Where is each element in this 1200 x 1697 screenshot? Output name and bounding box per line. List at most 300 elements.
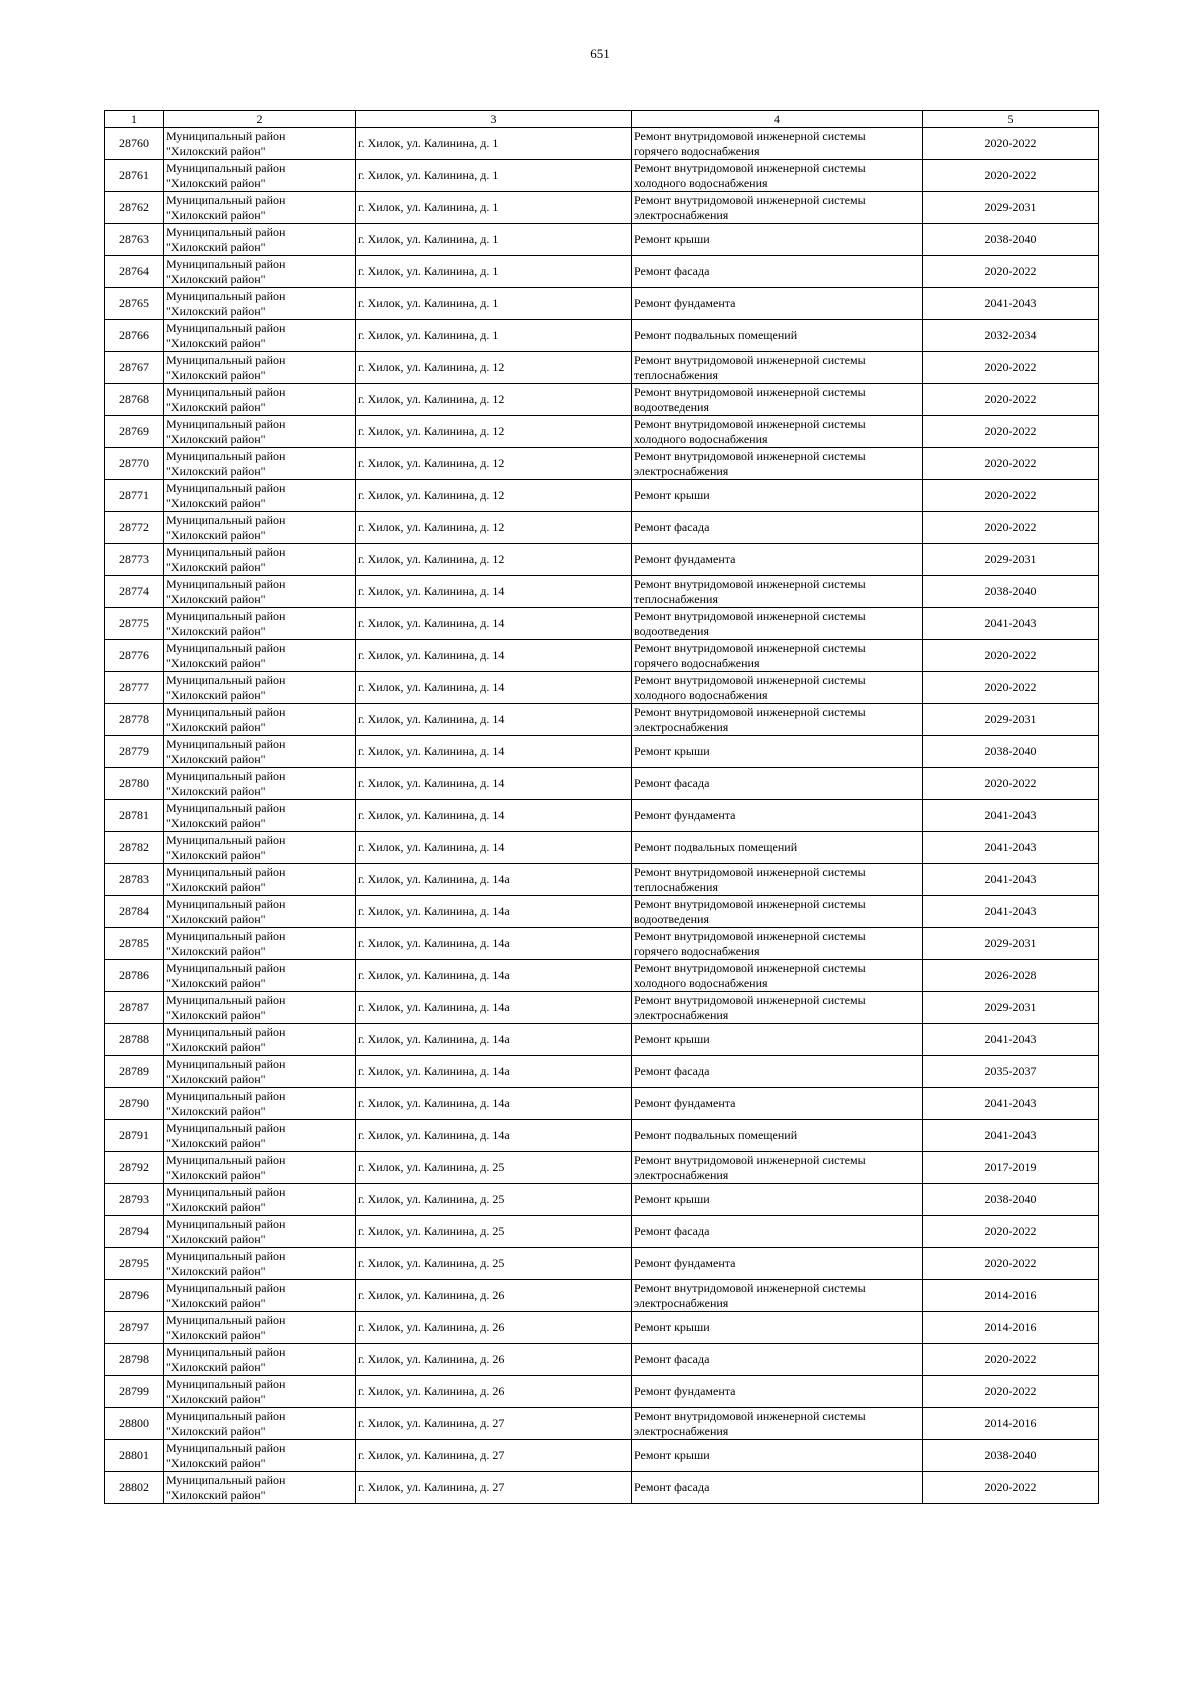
municipality-type: Муниципальный район xyxy=(166,160,286,175)
work-type-cell xyxy=(632,768,923,800)
row-number: 28779 xyxy=(105,736,164,768)
municipality-name: "Хилокский район" xyxy=(166,943,266,958)
municipality-cell xyxy=(164,1408,356,1440)
address-cell: г. Хилок, ул. Калинина, д. 14 xyxy=(356,736,632,768)
municipality-name: "Хилокский район" xyxy=(166,1263,266,1278)
municipality-name: "Хилокский район" xyxy=(166,1167,266,1182)
period-cell: 2038-2040 xyxy=(923,1440,1099,1472)
address-cell: г. Хилок, ул. Калинина, д. 14 xyxy=(356,576,632,608)
municipality-cell xyxy=(164,672,356,704)
municipality-type: Муниципальный район xyxy=(166,256,286,271)
work-type-cell xyxy=(632,736,923,768)
work-type-cell xyxy=(632,320,923,352)
period-cell: 2038-2040 xyxy=(923,576,1099,608)
period-cell: 2020-2022 xyxy=(923,1472,1099,1504)
period-cell: 2026-2028 xyxy=(923,960,1099,992)
row-number: 28777 xyxy=(105,672,164,704)
period-cell: 2029-2031 xyxy=(923,704,1099,736)
municipality-type: Муниципальный район xyxy=(166,544,286,559)
row-number: 28783 xyxy=(105,864,164,896)
municipality-type: Муниципальный район xyxy=(166,416,286,431)
municipality-name: "Хилокский район" xyxy=(166,1295,266,1310)
address-cell: г. Хилок, ул. Калинина, д. 14а xyxy=(356,864,632,896)
municipality-cell xyxy=(164,352,356,384)
period-cell: 2038-2040 xyxy=(923,1184,1099,1216)
address-cell: г. Хилок, ул. Калинина, д. 14а xyxy=(356,1088,632,1120)
work-type-cell xyxy=(632,1344,923,1376)
period-cell: 2041-2043 xyxy=(923,608,1099,640)
municipality-name: "Хилокский район" xyxy=(166,719,266,734)
work-type-line-1: Ремонт фундамента xyxy=(634,1096,736,1110)
period-cell: 2020-2022 xyxy=(923,128,1099,160)
address-cell: г. Хилок, ул. Калинина, д. 1 xyxy=(356,160,632,192)
municipality-cell xyxy=(164,192,356,224)
work-type-line-1: Ремонт крыши xyxy=(634,1032,710,1046)
address-cell: г. Хилок, ул. Калинина, д. 1 xyxy=(356,128,632,160)
address-cell: г. Хилок, ул. Калинина, д. 14 xyxy=(356,832,632,864)
table-row xyxy=(105,1088,1099,1120)
address-cell: г. Хилок, ул. Калинина, д. 14а xyxy=(356,1024,632,1056)
row-number: 28797 xyxy=(105,1312,164,1344)
municipality-cell xyxy=(164,1280,356,1312)
address-cell: г. Хилок, ул. Калинина, д. 26 xyxy=(356,1344,632,1376)
address-cell: г. Хилок, ул. Калинина, д. 12 xyxy=(356,544,632,576)
work-type-cell xyxy=(632,192,923,224)
municipality-name: "Хилокский район" xyxy=(166,527,266,542)
address-cell: г. Хилок, ул. Калинина, д. 12 xyxy=(356,480,632,512)
row-number: 28782 xyxy=(105,832,164,864)
municipality-type: Муниципальный район xyxy=(166,992,286,1007)
municipality-name: "Хилокский район" xyxy=(166,495,266,510)
address-cell: г. Хилок, ул. Калинина, д. 1 xyxy=(356,224,632,256)
municipality-name: "Хилокский район" xyxy=(166,1487,266,1502)
work-type-line-1: Ремонт фундамента xyxy=(634,1384,736,1398)
municipality-name: "Хилокский район" xyxy=(166,687,266,702)
period-cell: 2035-2037 xyxy=(923,1056,1099,1088)
municipality-name: "Хилокский район" xyxy=(166,1359,266,1374)
work-type-line-1: Ремонт внутридомовой инженерной системы xyxy=(634,704,866,719)
address-cell: г. Хилок, ул. Калинина, д. 26 xyxy=(356,1280,632,1312)
address-cell: г. Хилок, ул. Калинина, д. 27 xyxy=(356,1408,632,1440)
municipality-cell xyxy=(164,736,356,768)
work-type-line-2: горячего водоснабжения xyxy=(634,143,760,158)
municipality-cell xyxy=(164,1248,356,1280)
municipality-name: "Хилокский район" xyxy=(166,463,266,478)
period-cell: 2041-2043 xyxy=(923,800,1099,832)
work-type-line-1: Ремонт внутридомовой инженерной системы xyxy=(634,608,866,623)
work-type-line-2: электроснабжения xyxy=(634,1423,729,1438)
municipality-type: Муниципальный район xyxy=(166,192,286,207)
address-cell: г. Хилок, ул. Калинина, д. 26 xyxy=(356,1376,632,1408)
work-type-line-2: электроснабжения xyxy=(634,1007,729,1022)
table-row xyxy=(105,640,1099,672)
municipality-name: "Хилокский район" xyxy=(166,847,266,862)
table-row xyxy=(105,512,1099,544)
municipality-name: "Хилокский район" xyxy=(166,303,266,318)
work-type-line-2: холодного водоснабжения xyxy=(634,431,768,446)
municipality-type: Муниципальный район xyxy=(166,1376,286,1391)
table-row xyxy=(105,1472,1099,1504)
work-type-cell xyxy=(632,416,923,448)
table-row xyxy=(105,672,1099,704)
municipality-cell xyxy=(164,256,356,288)
municipality-type: Муниципальный район xyxy=(166,288,286,303)
period-cell: 2029-2031 xyxy=(923,192,1099,224)
work-type-line-2: теплоснабжения xyxy=(634,591,718,606)
table-row xyxy=(105,960,1099,992)
row-number: 28760 xyxy=(105,128,164,160)
work-type-line-1: Ремонт подвальных помещений xyxy=(634,328,798,342)
municipality-cell xyxy=(164,544,356,576)
municipality-type: Муниципальный район xyxy=(166,832,286,847)
table-row xyxy=(105,800,1099,832)
work-type-line-1: Ремонт внутридомовой инженерной системы xyxy=(634,192,866,207)
table-row xyxy=(105,160,1099,192)
municipality-name: "Хилокский район" xyxy=(166,1007,266,1022)
municipality-type: Муниципальный район xyxy=(166,704,286,719)
work-type-line-2: холодного водоснабжения xyxy=(634,687,768,702)
work-type-cell xyxy=(632,800,923,832)
work-type-line-1: Ремонт внутридомовой инженерной системы xyxy=(634,416,866,431)
table-row xyxy=(105,224,1099,256)
table-row xyxy=(105,416,1099,448)
period-cell: 2020-2022 xyxy=(923,1216,1099,1248)
period-cell: 2020-2022 xyxy=(923,1248,1099,1280)
work-type-line-1: Ремонт внутридомовой инженерной системы xyxy=(634,928,866,943)
table-row xyxy=(105,896,1099,928)
work-type-line-2: водоотведения xyxy=(634,623,709,638)
municipality-cell xyxy=(164,1152,356,1184)
table-row xyxy=(105,704,1099,736)
municipality-cell xyxy=(164,1088,356,1120)
municipality-cell xyxy=(164,1376,356,1408)
table-row xyxy=(105,128,1099,160)
period-cell: 2041-2043 xyxy=(923,1088,1099,1120)
work-type-cell xyxy=(632,1216,923,1248)
address-cell: г. Хилок, ул. Калинина, д. 14 xyxy=(356,768,632,800)
period-cell: 2020-2022 xyxy=(923,352,1099,384)
municipality-type: Муниципальный район xyxy=(166,1184,286,1199)
period-cell: 2014-2016 xyxy=(923,1408,1099,1440)
table-header-row xyxy=(105,111,1099,128)
work-type-cell xyxy=(632,1440,923,1472)
municipality-cell xyxy=(164,224,356,256)
address-cell: г. Хилок, ул. Калинина, д. 1 xyxy=(356,192,632,224)
work-type-line-1: Ремонт фасада xyxy=(634,1352,710,1366)
row-number: 28798 xyxy=(105,1344,164,1376)
table-row xyxy=(105,608,1099,640)
municipality-name: "Хилокский район" xyxy=(166,1103,266,1118)
column-header: 2 xyxy=(164,111,356,128)
municipality-name: "Хилокский район" xyxy=(166,1039,266,1054)
municipality-cell xyxy=(164,1024,356,1056)
table-row xyxy=(105,864,1099,896)
table-row xyxy=(105,1216,1099,1248)
work-type-line-1: Ремонт внутридомовой инженерной системы xyxy=(634,448,866,463)
row-number: 28796 xyxy=(105,1280,164,1312)
municipality-name: "Хилокский район" xyxy=(166,367,266,382)
municipality-name: "Хилокский район" xyxy=(166,399,266,414)
work-type-cell xyxy=(632,1088,923,1120)
work-type-line-1: Ремонт внутридомовой инженерной системы xyxy=(634,1152,866,1167)
municipality-type: Муниципальный район xyxy=(166,640,286,655)
table-row xyxy=(105,1120,1099,1152)
work-type-cell xyxy=(632,576,923,608)
row-number: 28790 xyxy=(105,1088,164,1120)
address-cell: г. Хилок, ул. Калинина, д. 14 xyxy=(356,704,632,736)
row-number: 28776 xyxy=(105,640,164,672)
municipality-name: "Хилокский район" xyxy=(166,175,266,190)
period-cell: 2041-2043 xyxy=(923,1024,1099,1056)
period-cell: 2020-2022 xyxy=(923,448,1099,480)
work-type-line-1: Ремонт крыши xyxy=(634,232,710,246)
municipality-type: Муниципальный район xyxy=(166,768,286,783)
work-type-cell xyxy=(632,672,923,704)
work-type-line-2: электроснабжения xyxy=(634,207,729,222)
municipality-name: "Хилокский район" xyxy=(166,783,266,798)
work-type-cell xyxy=(632,352,923,384)
municipality-cell xyxy=(164,928,356,960)
work-type-line-2: электроснабжения xyxy=(634,463,729,478)
row-number: 28791 xyxy=(105,1120,164,1152)
address-cell: г. Хилок, ул. Калинина, д. 14 xyxy=(356,640,632,672)
work-type-line-1: Ремонт фундамента xyxy=(634,808,736,822)
row-number: 28780 xyxy=(105,768,164,800)
table-row xyxy=(105,192,1099,224)
municipality-name: "Хилокский район" xyxy=(166,335,266,350)
work-type-line-2: горячего водоснабжения xyxy=(634,655,760,670)
row-number: 28785 xyxy=(105,928,164,960)
municipality-cell xyxy=(164,416,356,448)
municipality-cell xyxy=(164,1312,356,1344)
work-type-cell xyxy=(632,1408,923,1440)
work-type-cell xyxy=(632,512,923,544)
municipality-type: Муниципальный район xyxy=(166,448,286,463)
row-number: 28772 xyxy=(105,512,164,544)
row-number: 28765 xyxy=(105,288,164,320)
municipality-type: Муниципальный район xyxy=(166,1408,286,1423)
address-cell: г. Хилок, ул. Калинина, д. 25 xyxy=(356,1152,632,1184)
municipality-cell xyxy=(164,384,356,416)
municipality-type: Муниципальный район xyxy=(166,352,286,367)
row-number: 28767 xyxy=(105,352,164,384)
work-type-cell xyxy=(632,1120,923,1152)
work-type-line-1: Ремонт подвальных помещений xyxy=(634,840,798,854)
row-number: 28770 xyxy=(105,448,164,480)
row-number: 28784 xyxy=(105,896,164,928)
table-row xyxy=(105,832,1099,864)
municipality-name: "Хилокский район" xyxy=(166,1327,266,1342)
work-type-cell xyxy=(632,928,923,960)
row-number: 28764 xyxy=(105,256,164,288)
table-row xyxy=(105,256,1099,288)
column-header: 5 xyxy=(923,111,1099,128)
municipality-cell xyxy=(164,896,356,928)
row-number: 28766 xyxy=(105,320,164,352)
work-type-cell xyxy=(632,1024,923,1056)
work-type-line-1: Ремонт внутридомовой инженерной системы xyxy=(634,640,866,655)
row-number: 28769 xyxy=(105,416,164,448)
work-type-line-2: электроснабжения xyxy=(634,1167,729,1182)
municipality-cell xyxy=(164,768,356,800)
work-type-line-1: Ремонт крыши xyxy=(634,1320,710,1334)
period-cell: 2041-2043 xyxy=(923,896,1099,928)
work-type-line-1: Ремонт внутридомовой инженерной системы xyxy=(634,672,866,687)
municipality-type: Муниципальный район xyxy=(166,320,286,335)
work-type-cell xyxy=(632,704,923,736)
table-row xyxy=(105,1376,1099,1408)
work-type-line-2: электроснабжения xyxy=(634,719,729,734)
row-number: 28762 xyxy=(105,192,164,224)
column-header: 1 xyxy=(105,111,164,128)
address-cell: г. Хилок, ул. Калинина, д. 14а xyxy=(356,896,632,928)
municipality-name: "Хилокский район" xyxy=(166,1391,266,1406)
municipality-cell xyxy=(164,1120,356,1152)
row-number: 28799 xyxy=(105,1376,164,1408)
row-number: 28801 xyxy=(105,1440,164,1472)
municipality-type: Муниципальный район xyxy=(166,608,286,623)
work-type-line-1: Ремонт подвальных помещений xyxy=(634,1128,798,1142)
municipality-cell xyxy=(164,704,356,736)
address-cell: г. Хилок, ул. Калинина, д. 1 xyxy=(356,288,632,320)
municipality-name: "Хилокский район" xyxy=(166,1071,266,1086)
address-cell: г. Хилок, ул. Калинина, д. 14 xyxy=(356,672,632,704)
row-number: 28778 xyxy=(105,704,164,736)
municipality-type: Муниципальный район xyxy=(166,960,286,975)
municipality-cell xyxy=(164,992,356,1024)
period-cell: 2038-2040 xyxy=(923,224,1099,256)
table-row xyxy=(105,576,1099,608)
period-cell: 2020-2022 xyxy=(923,160,1099,192)
table-row xyxy=(105,480,1099,512)
municipality-cell xyxy=(164,480,356,512)
work-type-line-1: Ремонт крыши xyxy=(634,1192,710,1206)
work-type-cell xyxy=(632,992,923,1024)
work-type-cell xyxy=(632,608,923,640)
municipality-name: "Хилокский район" xyxy=(166,1231,266,1246)
work-type-cell xyxy=(632,1312,923,1344)
row-number: 28793 xyxy=(105,1184,164,1216)
municipality-cell xyxy=(164,832,356,864)
page-number: 651 xyxy=(590,46,610,61)
period-cell: 2014-2016 xyxy=(923,1280,1099,1312)
address-cell: г. Хилок, ул. Калинина, д. 14 xyxy=(356,800,632,832)
work-type-cell xyxy=(632,960,923,992)
municipality-name: "Хилокский район" xyxy=(166,623,266,638)
address-cell: г. Хилок, ул. Калинина, д. 26 xyxy=(356,1312,632,1344)
table-row xyxy=(105,1248,1099,1280)
municipality-cell xyxy=(164,576,356,608)
municipality-name: "Хилокский район" xyxy=(166,815,266,830)
table-row xyxy=(105,544,1099,576)
municipality-cell xyxy=(164,128,356,160)
address-cell: г. Хилок, ул. Калинина, д. 12 xyxy=(356,384,632,416)
period-cell: 2014-2016 xyxy=(923,1312,1099,1344)
work-type-line-1: Ремонт фасада xyxy=(634,264,710,278)
work-type-line-1: Ремонт внутридомовой инженерной системы xyxy=(634,960,866,975)
table-row xyxy=(105,448,1099,480)
row-number: 28768 xyxy=(105,384,164,416)
work-type-line-1: Ремонт крыши xyxy=(634,1448,710,1462)
work-type-line-1: Ремонт крыши xyxy=(634,488,710,502)
work-type-cell xyxy=(632,480,923,512)
municipality-name: "Хилокский район" xyxy=(166,239,266,254)
period-cell: 2017-2019 xyxy=(923,1152,1099,1184)
municipality-type: Муниципальный район xyxy=(166,1472,286,1487)
work-type-line-1: Ремонт внутридомовой инженерной системы xyxy=(634,864,866,879)
period-cell: 2020-2022 xyxy=(923,480,1099,512)
repair-schedule-table xyxy=(104,110,1099,1504)
table-row xyxy=(105,352,1099,384)
municipality-name: "Хилокский район" xyxy=(166,1423,266,1438)
municipality-type: Муниципальный район xyxy=(166,1056,286,1071)
work-type-line-1: Ремонт внутридомовой инженерной системы xyxy=(634,576,866,591)
row-number: 28761 xyxy=(105,160,164,192)
municipality-cell xyxy=(164,1216,356,1248)
period-cell: 2041-2043 xyxy=(923,864,1099,896)
work-type-cell xyxy=(632,896,923,928)
work-type-cell xyxy=(632,288,923,320)
work-type-cell xyxy=(632,128,923,160)
address-cell: г. Хилок, ул. Калинина, д. 12 xyxy=(356,448,632,480)
municipality-name: "Хилокский район" xyxy=(166,655,266,670)
row-number: 28781 xyxy=(105,800,164,832)
work-type-line-1: Ремонт внутридомовой инженерной системы xyxy=(634,352,866,367)
work-type-line-1: Ремонт фасада xyxy=(634,1064,710,1078)
address-cell: г. Хилок, ул. Калинина, д. 25 xyxy=(356,1216,632,1248)
municipality-type: Муниципальный район xyxy=(166,864,286,879)
table-row xyxy=(105,1280,1099,1312)
municipality-type: Муниципальный район xyxy=(166,1280,286,1295)
row-number: 28771 xyxy=(105,480,164,512)
address-cell: г. Хилок, ул. Калинина, д. 1 xyxy=(356,320,632,352)
municipality-type: Муниципальный район xyxy=(166,576,286,591)
work-type-cell xyxy=(632,448,923,480)
municipality-type: Муниципальный район xyxy=(166,1440,286,1455)
address-cell: г. Хилок, ул. Калинина, д. 1 xyxy=(356,256,632,288)
work-type-line-1: Ремонт фасада xyxy=(634,1480,710,1494)
row-number: 28773 xyxy=(105,544,164,576)
table-row xyxy=(105,928,1099,960)
work-type-cell xyxy=(632,1152,923,1184)
column-header: 3 xyxy=(356,111,632,128)
work-type-cell xyxy=(632,640,923,672)
work-type-line-1: Ремонт фундамента xyxy=(634,296,736,310)
work-type-line-2: теплоснабжения xyxy=(634,367,718,382)
municipality-name: "Хилокский район" xyxy=(166,207,266,222)
work-type-cell xyxy=(632,1248,923,1280)
table-row xyxy=(105,288,1099,320)
municipality-name: "Хилокский район" xyxy=(166,879,266,894)
work-type-line-2: горячего водоснабжения xyxy=(634,943,760,958)
period-cell: 2020-2022 xyxy=(923,384,1099,416)
work-type-cell xyxy=(632,1056,923,1088)
period-cell: 2020-2022 xyxy=(923,768,1099,800)
work-type-line-1: Ремонт внутридомовой инженерной системы xyxy=(634,1408,866,1423)
municipality-type: Муниципальный район xyxy=(166,1216,286,1231)
municipality-name: "Хилокский район" xyxy=(166,559,266,574)
work-type-cell xyxy=(632,544,923,576)
period-cell: 2032-2034 xyxy=(923,320,1099,352)
municipality-type: Муниципальный район xyxy=(166,1152,286,1167)
municipality-cell xyxy=(164,1472,356,1504)
address-cell: г. Хилок, ул. Калинина, д. 14а xyxy=(356,960,632,992)
municipality-cell xyxy=(164,512,356,544)
work-type-line-2: водоотведения xyxy=(634,399,709,414)
period-cell: 2020-2022 xyxy=(923,640,1099,672)
row-number: 28789 xyxy=(105,1056,164,1088)
table-row xyxy=(105,384,1099,416)
